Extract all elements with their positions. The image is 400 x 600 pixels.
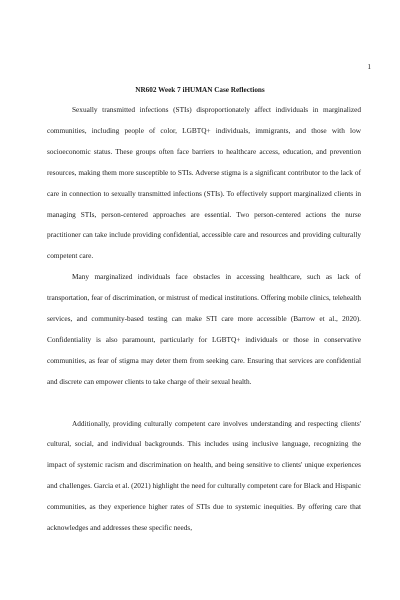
document-title: NR602 Week 7 iHUMAN Case Reflections — [135, 86, 265, 94]
paragraph-2: Many marginalized individuals face obstacles in accessing healthcare, such as lack of transportation, fear of discrimination, or mistrust of medical institutions. Offering mobile clinics, telehealth services, and community-based testing can make STI care more accessible (Barrow et al., 2020). Confidentiality is also paramount, particularly for LGBTQ+ individuals or those in conservative communities, as fear of stigma may deter them from seeking care. Ensuring that services are confidential and discrete can empower clients to take charge of their sexual health. — [47, 272, 361, 386]
document-body — [47, 100, 361, 539]
paragraph-1: Sexually transmitted infections (STIs) disproportionately affect individuals in marginalized communities, including people of color, LGBTQ+ individuals, immigrants, and those with low socioeconomic status. These groups often face barriers to healthcare access, education, and prevention resources, making them more susceptible to STIs. Adverse stigma is a significant contributor to the lack of care in connection to sexually transmitted infections (STIs). To effectively support marginalized clients in managing STIs, person-centered approaches are essential. Two person-centered actions the nurse practitioner can take include providing confidential, accessible care and resources and providing culturally competent care. — [47, 105, 361, 261]
page-number: 1 — [367, 63, 371, 71]
paragraph-3: Additionally, providing culturally competent care involves understanding and respecting clients' cultural, social, and individual backgrounds. This includes using inclusive language, recognizing the impact of systemic racism and discrimination on health, and being sensitive to clients' unique experiences and challenges. Garcia et al. (2021) highlight the need for culturally competent care for Black and Hispanic communities, as they experience higher rates of STIs due to systemic inequities. By offering care that acknowledges and addresses these specific needs, — [47, 418, 361, 533]
